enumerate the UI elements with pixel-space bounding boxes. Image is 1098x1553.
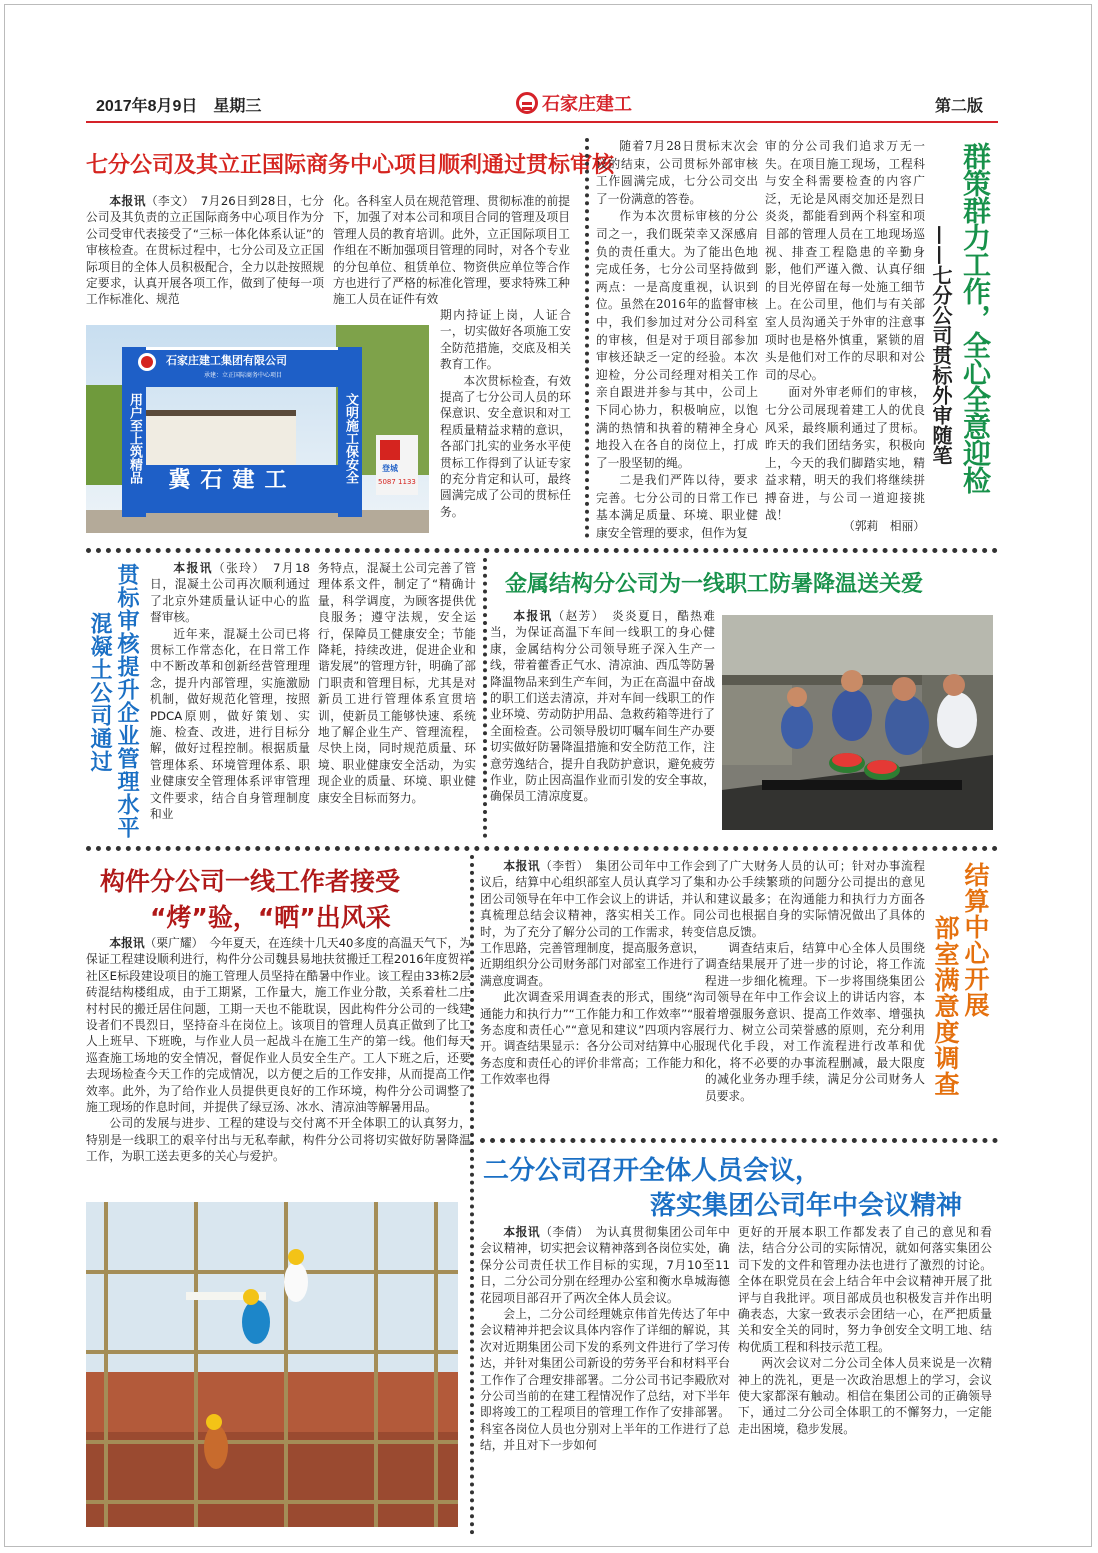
fence-sign: 冀石建工 <box>168 468 297 493</box>
site-gate-photo <box>86 325 429 533</box>
article3-lead: 本报讯 <box>513 609 553 623</box>
essay-subtitle: ——七分公司贯标外审随笔 <box>929 225 953 465</box>
essay-col1-p3: 二是我们严阵以待，要求完善。七分公司的日常工作已基本满足质量、环境、职业健康安全管理的要求，但作为复 <box>596 473 758 541</box>
article1-col1-text: 7月26日到28日，七分公司及其负责的立正国际商务中心项目作为分公司受审代表接受了“三标一体化体系认证”的审核检查。在贯标过程中，七分公司及立正国际项目的全体人员积极配合，全力以赴按照规定要求，认真开展各项工作，做到了使每一项工作标准化、规范 <box>86 194 324 307</box>
billboard-phone: 5087 1133 <box>378 478 416 486</box>
article6-col1-p1: 为认真贯彻集团公司年中会议精神，切实把会议精神落到各岗位实处，确保分公司责任状工作目标的实现，7月10至11日，二分公司分别在经理办公室和衡水阜城海德花园项目部召开了两次全体人员会议。 <box>480 1225 730 1305</box>
essay-col2-p2: 面对外审老师们的审核，七分公司展现着建工人的优良风采，最终顺利通过了贯标。昨天的我们团结务实，积极向上，今天的我们脚踏实地，精益求精，明天的我们将继续拼搏奋进，与公司一道迎接挑战！ <box>765 385 925 523</box>
article2-title-main: 贯标审核提升企业管理水平 <box>114 563 139 839</box>
article6-col2-p2: 两次会议对二分公司全体人员来说是一次精神上的洗礼，更是一次政治思想上的学习，会议使大家都深有触动。相信在集团公司的正确领导下，通过二分公司全体职工的不懈努力，一定能走出困境，稳步发展。 <box>738 1356 992 1436</box>
article6-col1-p2: 会上，二分公司经理姚京伟首先传达了年中会议精神并把会议具体内容作了详细的解说，其次对近期集团公司下发的系列文件进行了学习传达，并针对集团公司新设的劳务平台和材料平台工作作了合理安排部署。二分公司书记李殿欣对分公司当前的在建工程情况作了总结，对下半年即将竣工的工程项目的管理工作作了安排部署。科室各岗位人员也分别对上半年的工作进行了总结，并且对下一步如何 <box>480 1307 730 1453</box>
article2-title-sub: 混凝土公司通过 <box>87 612 112 773</box>
article5-reporter: （李哲） <box>540 859 584 873</box>
article6-reporter: （李倩） <box>540 1225 584 1239</box>
section-divider-1 <box>86 548 998 553</box>
essay-col1-p1: 随着7月28日贯标末次会议的结束，公司贯标外部审核工作圆满完成，七分公司交出了一份满意的答卷。 <box>596 139 758 206</box>
edition-label: 第二版 <box>935 98 984 115</box>
issue-date: 2017年8月9日 星期三 <box>96 98 262 115</box>
article5-title-sub: 部室满意度调查 <box>931 915 960 1097</box>
essay-divider <box>585 138 589 538</box>
paper-logo <box>516 90 632 116</box>
article4-p2: 公司的发展与进步、工程的建设与交付离不开全体职工的认真努力，特别是一线职工的艰辛付出与无私奉献，构件分公司将切实做好防暑降温工作，为职工送去更多的关心与爱护。 <box>86 1116 471 1164</box>
article5-title-main: 结算中心开展 <box>961 862 990 1018</box>
article1-col3-p1: 期内持证上岗，人证合一，切实做好各项施工安全防范措施，交底及相关教育工作。 <box>440 308 571 372</box>
article2-divider <box>483 558 487 838</box>
article2-col1-p2: 近年来，混凝土公司已将贯标工作常态化，在日常工作中不断改革和创新经营管理理念，提升内部管理，实施激励机制，做好规范化管理，按照PDCA原则，做好策划、实施、检查、改进，进行目标分解，做好过程控制。根据质量管理体系、环境管理体系、职业健康安全管理体系评审管理文件要求，结合自身管理制度和业 <box>150 626 310 822</box>
article1-title: 七分公司及其立正国际商务中心项目顺利通过贯标审核 <box>86 152 615 178</box>
article4-p1: 今年夏天，在连续十几天40多度的高温天气下，为保证工程建设顺利进行，构件分公司魏县易地扶贫搬迁工程2016年度贺祥社区E标段建设项目的施工管理人员坚持在酷暑中作业。该工程由33栋2层砖混结构楼组成，由于工期紧，工作量大，施工作业分散，关系着杜二庄村村民的搬迁居住问题，工期一天也不能耽误，因此构件分公司的一线建设者们不畏烈日，坚持奋斗在岗位上。该项目的管理人员真正做到了比工人上班早、下班晚，与作业人员一起战斗在施工生产的第一线。他们每天巡查施工场地的安全情况，督促作业人员安全生产。工人下班之后，还要去现场检查今天工作的完成情况，以方便之后的工作安排，从而提高工作效率。此外，为了给作业人员提供更良好的工作环境，构件分公司调整了施工现场的作息时间，并提供了绿豆汤、冰水、清凉油等解暑用品。 <box>86 936 471 1115</box>
article3-body <box>490 608 715 805</box>
essay-col2 <box>765 138 925 525</box>
essay-col1 <box>596 138 758 543</box>
section-divider-3 <box>480 1138 998 1143</box>
article5-col2-p1: 到了广大财务人员的认可；针对办事流程和办公手续繁琐的问题分公司提出的意见和建议最多；在沟通能力和执行力方面各公司也根据自身的实际情况做出了具体的信息反馈。 <box>705 859 925 939</box>
article6-lead: 本报讯 <box>503 1225 541 1239</box>
essay-byline: （郭莉 相丽） <box>843 519 925 533</box>
article4-title-line2: “烤”验，“晒”出风采 <box>150 903 391 932</box>
article4-body <box>86 935 471 1165</box>
article1-col2-text: 化。各科室人员在规范管理、贯彻标准的前提下，加强了对本公司和项目合同的管理及项目管理人员的教育培训。此外，立正国际项目工作组在不断加强项目管理的同时，对各个专业的分包单位、租赁单位、物资供应单位等合作方也进行了严格的标准化管理，要求特殊工种施工人员在证件有效 <box>333 194 570 307</box>
article5-col2 <box>705 858 925 1104</box>
masthead-rule <box>86 121 998 123</box>
article4-divider <box>470 855 474 1535</box>
article6-col2-p1: 更好的开展本职工作都发表了自己的意见和看法，结合分公司的实际情况，就如何落实集团公司下发的文件和管理办法也进行了激烈的讨论。全体在职党员在会上结合年中会议精神开展了批评与自我批评。项目部成员也积极发言并作出明确表态，大家一致表示会团结一心，在严把质量关和安全关的同时，努力争创安全文明工地、结构优质工程和科技示范工程。 <box>738 1225 992 1354</box>
article6-col2 <box>738 1224 992 1437</box>
article3-title: 金属结构分公司为一线职工防暑降温送关爱 <box>505 572 924 597</box>
article2-col1-p1: 7月18日，混凝土公司再次顺利通过了北京外建质量认证中心的监督审核。 <box>150 561 310 625</box>
article6-col1 <box>480 1224 730 1454</box>
article4-reporter: （栗广耀） <box>144 936 198 950</box>
article1-col1 <box>86 193 324 308</box>
article6-title-line1: 二分公司召开全体人员会议， <box>483 1156 822 1186</box>
paper-name: 石家庄建工 <box>542 94 632 115</box>
scaffold-workers-photo <box>86 1202 458 1527</box>
article2-lead: 本报讯 <box>173 561 213 575</box>
article5-col1-p2: 此次调查采用调查表的形式，围绕“沟通能力和执行力”“工作能力和工作效率”“服务态度和责任心”“意见和建议”四项内容展开。调查结果显示：各分公司对结算中心服务态度和责任心的评价非常高；工作能力和工作效率也得 <box>480 990 705 1087</box>
article3-reporter: （赵芳） <box>552 609 599 623</box>
article5-col2-p2: 调查结束后，结算中心全体人员围绕调查结果展开了进一步的讨论，将工作流程进一步细化梳理。下一步将围绕集团公司领导在年中工作会议上的讲话内容，本着增强服务意识、提高工作效率、增强执行力、树立公司荣誉感的原则，充分利用现代化手段，对工作流程进行改革和优化，将不必要的办事流程删减，最大限度的减化业务办理手续，满足分公司财务人员要求。 <box>705 941 925 1103</box>
workshop-watermelon-photo <box>722 615 993 830</box>
essay-col1-p2: 作为本次贯标审核的分公司之一，我们既荣幸又深感肩负的责任重大。为了能出色地完成任务，七分公司坚持做到两点：一是高度重视，认识到位。虽然在2016年的监督审核中，我们参加过对分公司科室的审核，但是对于项目部参加审核还缺乏一定的经验。本次迎检，分公司经理对相关工作亲自跟进并参与其中，公司上下同心协力，积极响应，以饱满的热情和执着的精神全身心地投入在各自的岗位上，打成了一股坚韧的绳。 <box>596 209 758 470</box>
gate-company-name: 石家庄建工集团有限公司 <box>166 354 287 367</box>
article2-col1 <box>150 560 310 823</box>
article2-col2 <box>318 560 476 806</box>
article1-reporter: （李文） <box>145 194 189 208</box>
gate-left-slogan: 用户至上筑精品 <box>127 393 142 484</box>
article3-text: 炎炎夏日，酷热难当，为保证高温下车间一线职工的身心健康，金属结构分公司领导班子深入生产一线，带着藿香正气水、清凉油、西瓜等防暑降温物品来到生产车间，为正在高温中奋战的职工们送去清凉，并对车间一线职工的作业环境、劳动防护用品、急救药箱等进行了全面检查。公司领导殷切叮嘱车间生产办要切实做好防暑降温措施和安全防范工作，注意劳逸结合，提升自我防护意识，避免疲劳作业，防止因高温作业而引发的安全事故，确保员工清凉度夏。 <box>490 609 715 804</box>
article4-title-line1: 构件分公司一线工作者接受 <box>100 867 401 896</box>
essay-col2-p1: 审的分公司我们追求万无一失。在项目施工现场，工程科与安全科需要检查的内容广泛，无论是风雨交加还是烈日炎炎，都能看到两个科室和项目部的管理人员在工地现场巡视、排查工程隐患的辛勤身影，他们严谨入微、认真仔细的目光停留在每一处施工细节上。在公司里，他们与有关部室人员沟通关于外审的注意事项时也是格外慎重，紧锁的眉头是他们对工作的尽职和对公司的尽心。 <box>765 139 925 382</box>
article1-col3 <box>440 307 571 520</box>
company-logo-icon <box>516 92 538 114</box>
article2-col2-text: 务特点，混凝土公司完善了管理体系文件，制定了“精确计量，科学调度，为顾客提供优良服务；遵守法规，安全运行，保障员工健康安全；节能降耗，持续改进，促进企业和谐发展”的管理方针，明确了部门职责和管理目标，尤其是对新员工进行管理体系宣贯培训，使新员工能够快速、系统地了解企业生产、管理流程，尽快上岗，同时规范质量、环境、职业健康安全活动，为实现企业的质量、环境、职业健康安全目标而努力。 <box>318 561 476 805</box>
essay-title: 群策群力工作，全心全意迎检 <box>959 142 992 493</box>
billboard-text: 登城 <box>382 464 398 473</box>
section-divider-2 <box>86 846 998 851</box>
article2-reporter: （张玲） <box>212 561 260 575</box>
article5-col1 <box>480 858 705 1088</box>
article5-lead: 本报讯 <box>503 859 541 873</box>
gate-right-slogan: 文明施工保安全 <box>343 393 358 484</box>
article1-col2 <box>333 193 570 308</box>
article6-title-line2: 落实集团公司年中会议精神 <box>650 1191 963 1221</box>
article1-col3-p2: 本次贯标检查，有效提高了七分公司人员的环保意识、安全意识和对工程质量精益求精的意识，各部门扎实的业务水平使贯标工作得到了认证专家的充分肯定和认可，最终圆满完成了公司的贯标任务。 <box>440 373 571 519</box>
gate-project-name: 承建：立正国际商务中心项目 <box>204 372 283 379</box>
article1-lead: 本报讯 <box>109 194 146 208</box>
article4-lead: 本报讯 <box>109 936 145 950</box>
article5-col1-p1: 集团公司年中工作会议后，结算中心组织部室人员认真学习了集团公司领导在年中工作会议上的讲话，并认真梳理总结会议精神，落实相关工作。同时，为了充分了解分公司的工作需求，转变工作思路，完善管理制度，提高服务意识，近期组织分公司财务部门对部室工作进行了满意度调查。 <box>480 859 705 988</box>
